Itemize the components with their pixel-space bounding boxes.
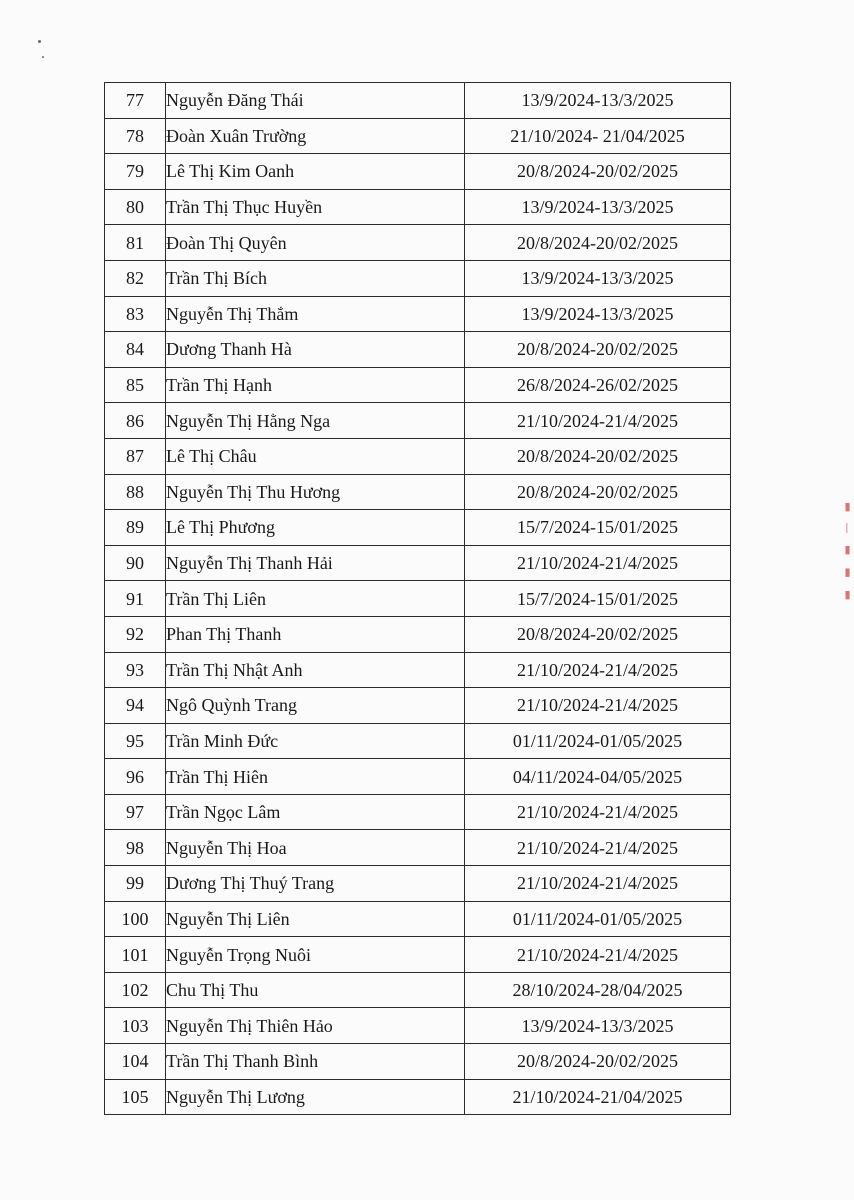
roster-table-body — [105, 83, 731, 1115]
table-row — [105, 296, 731, 332]
row-number: 77 — [105, 83, 166, 119]
person-name: Đoàn Xuân Trường — [166, 118, 465, 154]
person-name: Nguyễn Trọng Nuôi — [166, 937, 465, 973]
date-range: 15/7/2024-15/01/2025 — [465, 581, 731, 617]
date-range: 21/10/2024-21/4/2025 — [465, 830, 731, 866]
date-range: 26/8/2024-26/02/2025 — [465, 367, 731, 403]
row-number: 93 — [105, 652, 166, 688]
row-number: 104 — [105, 1044, 166, 1080]
person-name: Nguyễn Thị Liên — [166, 901, 465, 937]
table-row — [105, 1044, 731, 1080]
table-row — [105, 189, 731, 225]
person-name: Trần Ngọc Lâm — [166, 794, 465, 830]
date-range: 21/10/2024-21/4/2025 — [465, 937, 731, 973]
row-number: 84 — [105, 332, 166, 368]
person-name: Dương Thanh Hà — [166, 332, 465, 368]
table-row — [105, 616, 731, 652]
person-name: Trần Minh Đức — [166, 723, 465, 759]
date-range: 20/8/2024-20/02/2025 — [465, 438, 731, 474]
scan-speck — [42, 56, 44, 58]
person-name: Ngô Quỳnh Trang — [166, 688, 465, 724]
person-name: Trần Thị Liên — [166, 581, 465, 617]
roster-table-container — [104, 82, 728, 1115]
date-range: 13/9/2024-13/3/2025 — [465, 189, 731, 225]
date-range: 21/10/2024- 21/04/2025 — [465, 118, 731, 154]
table-row — [105, 901, 731, 937]
person-name: Lê Thị Phương — [166, 510, 465, 546]
date-range: 20/8/2024-20/02/2025 — [465, 332, 731, 368]
person-name: Dương Thị Thuý Trang — [166, 866, 465, 902]
scan-speck — [38, 40, 41, 43]
table-row — [105, 118, 731, 154]
date-range: 21/10/2024-21/4/2025 — [465, 866, 731, 902]
row-number: 91 — [105, 581, 166, 617]
row-number: 88 — [105, 474, 166, 510]
date-range: 13/9/2024-13/3/2025 — [465, 260, 731, 296]
table-row — [105, 830, 731, 866]
table-row — [105, 403, 731, 439]
person-name: Nguyễn Thị Thanh Hải — [166, 545, 465, 581]
row-number: 78 — [105, 118, 166, 154]
date-range: 21/10/2024-21/4/2025 — [465, 652, 731, 688]
edge-stamp-mark: ▮ — ▮ ▮ ▮ — [841, 500, 854, 604]
row-number: 101 — [105, 937, 166, 973]
table-row — [105, 474, 731, 510]
person-name: Nguyễn Thị Thắm — [166, 296, 465, 332]
table-row — [105, 154, 731, 190]
table-row — [105, 688, 731, 724]
row-number: 99 — [105, 866, 166, 902]
table-row — [105, 225, 731, 261]
person-name: Nguyễn Thị Thiên Hảo — [166, 1008, 465, 1044]
person-name: Trần Thị Bích — [166, 260, 465, 296]
table-row — [105, 972, 731, 1008]
person-name: Trần Thị Thục Huyền — [166, 189, 465, 225]
person-name: Trần Thị Thanh Bình — [166, 1044, 465, 1080]
person-name: Nguyễn Đăng Thái — [166, 83, 465, 119]
row-number: 102 — [105, 972, 166, 1008]
date-range: 20/8/2024-20/02/2025 — [465, 474, 731, 510]
row-number: 87 — [105, 438, 166, 474]
table-row — [105, 367, 731, 403]
table-row — [105, 83, 731, 119]
person-name: Phan Thị Thanh — [166, 616, 465, 652]
row-number: 85 — [105, 367, 166, 403]
date-range: 21/10/2024-21/4/2025 — [465, 688, 731, 724]
row-number: 97 — [105, 794, 166, 830]
person-name: Nguyễn Thị Hằng Nga — [166, 403, 465, 439]
date-range: 21/10/2024-21/4/2025 — [465, 794, 731, 830]
table-row — [105, 759, 731, 795]
row-number: 95 — [105, 723, 166, 759]
date-range: 21/10/2024-21/4/2025 — [465, 403, 731, 439]
table-row — [105, 581, 731, 617]
table-row — [105, 652, 731, 688]
table-row — [105, 1008, 731, 1044]
person-name: Lê Thị Châu — [166, 438, 465, 474]
row-number: 94 — [105, 688, 166, 724]
table-row — [105, 260, 731, 296]
row-number: 103 — [105, 1008, 166, 1044]
row-number: 92 — [105, 616, 166, 652]
date-range: 21/10/2024-21/04/2025 — [465, 1079, 731, 1115]
date-range: 15/7/2024-15/01/2025 — [465, 510, 731, 546]
roster-table — [104, 82, 731, 1115]
row-number: 81 — [105, 225, 166, 261]
person-name: Chu Thị Thu — [166, 972, 465, 1008]
date-range: 21/10/2024-21/4/2025 — [465, 545, 731, 581]
row-number: 80 — [105, 189, 166, 225]
person-name: Đoàn Thị Quyên — [166, 225, 465, 261]
table-row — [105, 723, 731, 759]
person-name: Nguyễn Thị Thu Hương — [166, 474, 465, 510]
person-name: Trần Thị Hạnh — [166, 367, 465, 403]
row-number: 100 — [105, 901, 166, 937]
table-row — [105, 866, 731, 902]
row-number: 79 — [105, 154, 166, 190]
date-range: 13/9/2024-13/3/2025 — [465, 296, 731, 332]
date-range: 20/8/2024-20/02/2025 — [465, 154, 731, 190]
date-range: 28/10/2024-28/04/2025 — [465, 972, 731, 1008]
row-number: 82 — [105, 260, 166, 296]
date-range: 20/8/2024-20/02/2025 — [465, 616, 731, 652]
table-row — [105, 438, 731, 474]
row-number: 89 — [105, 510, 166, 546]
date-range: 01/11/2024-01/05/2025 — [465, 901, 731, 937]
table-row — [105, 937, 731, 973]
date-range: 20/8/2024-20/02/2025 — [465, 225, 731, 261]
table-row — [105, 545, 731, 581]
row-number: 96 — [105, 759, 166, 795]
date-range: 13/9/2024-13/3/2025 — [465, 1008, 731, 1044]
person-name: Lê Thị Kim Oanh — [166, 154, 465, 190]
date-range: 20/8/2024-20/02/2025 — [465, 1044, 731, 1080]
table-row — [105, 1079, 731, 1115]
person-name: Trần Thị Nhật Anh — [166, 652, 465, 688]
row-number: 90 — [105, 545, 166, 581]
row-number: 98 — [105, 830, 166, 866]
person-name: Nguyễn Thị Lương — [166, 1079, 465, 1115]
table-row — [105, 794, 731, 830]
table-row — [105, 510, 731, 546]
table-row — [105, 332, 731, 368]
date-range: 04/11/2024-04/05/2025 — [465, 759, 731, 795]
row-number: 86 — [105, 403, 166, 439]
row-number: 105 — [105, 1079, 166, 1115]
date-range: 13/9/2024-13/3/2025 — [465, 83, 731, 119]
person-name: Nguyễn Thị Hoa — [166, 830, 465, 866]
date-range: 01/11/2024-01/05/2025 — [465, 723, 731, 759]
person-name: Trần Thị Hiên — [166, 759, 465, 795]
row-number: 83 — [105, 296, 166, 332]
